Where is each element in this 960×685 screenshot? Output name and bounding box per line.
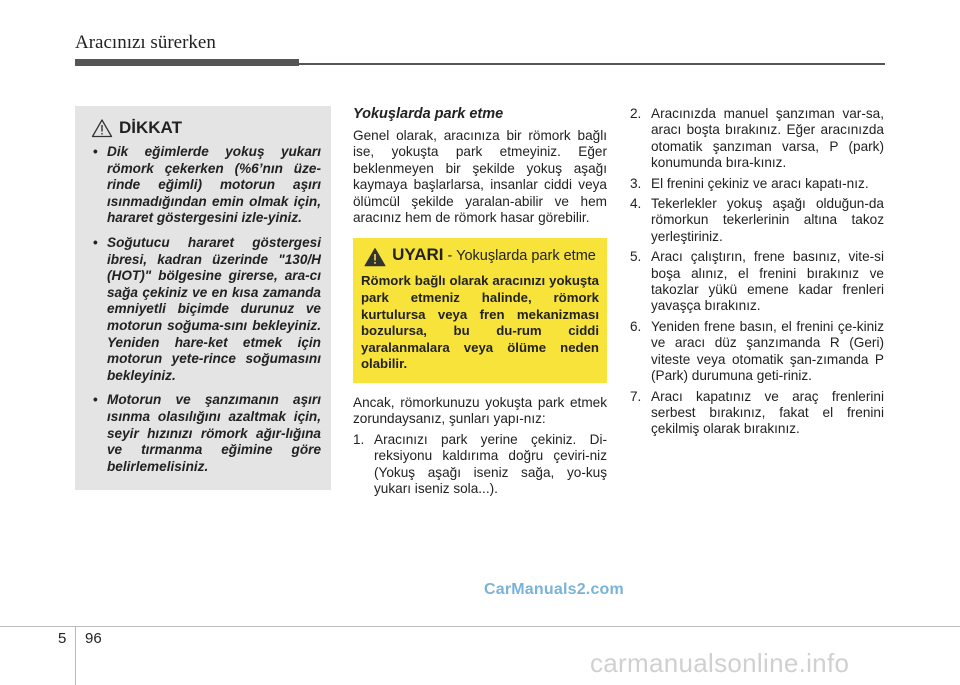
step-text: Aracınızı park yerine çekiniz. Di-reksiyonu kaldırıma doğru çeviri-niz (Yokuş aşağı iseniz sağa, yo-kuş yukarı iseniz sola...). bbox=[374, 431, 607, 497]
caution-header bbox=[91, 118, 321, 138]
warning-label: UYARI bbox=[392, 245, 444, 265]
caution-item: • Motorun ve şanzımanın aşırı ısınma olasılığını azaltmak için, seyir hızınızı römork ağır-lığına ve tırmanma eğimine göre belirlemelisiniz. bbox=[87, 392, 321, 475]
section-heading: Yokuşlarda park etme bbox=[353, 106, 504, 122]
step-item bbox=[630, 106, 884, 172]
warning-box bbox=[353, 238, 607, 383]
caution-list bbox=[87, 144, 321, 475]
warning-triangle-icon bbox=[91, 118, 113, 138]
footer-divider bbox=[0, 626, 960, 627]
header-bar-thin bbox=[299, 63, 885, 65]
warning-text: Römork bağlı olarak aracınızı yokuşta park etmeniz halinde, römork kurtulursa veya fren mekanizması bozulursa, bu du-rum ciddi yaralanmalara veya ölüme neden olabilir. bbox=[361, 273, 599, 372]
step-item bbox=[630, 249, 884, 315]
caution-item: • Dik eğimlerde yokuş yukarı römork çekerken (%6’nın üze-rinde eğimli) motorun aşırı ısınmadığından emin olmak için, hararet göstergesini izle-yiniz. bbox=[87, 144, 321, 227]
step-number: 1. bbox=[353, 431, 365, 447]
caution-item: • Soğutucu hararet göstergesi ibresi, kadran üzerinde "130/H (HOT)" bölgesine girerse, ara-cı sağa çekiniz ve en kısa zamanda emniyetli biçimde durunuz ve motorun soğuma-sını bekleyiniz. Yeniden hare-ket etmek için motorun yete-rince soğumasını bekleyiniz. bbox=[87, 235, 321, 384]
middle-column bbox=[353, 106, 607, 501]
step-number: 4. bbox=[630, 196, 642, 212]
step-text: Aracı kapatınız ve araç frenlerini serbest bırakınız, fakat el frenini çekilmiş olarak bırakınız. bbox=[651, 388, 884, 437]
step-number: 5. bbox=[630, 249, 642, 265]
step-text: Tekerlekler yokuş aşağı olduğun-da römorkun tekerlerinin altına takoz yerleştiriniz. bbox=[651, 196, 884, 244]
step-text: Yeniden frene basın, el frenini çe-kiniz ve aracı düz şanzımanda R (Geri) viteste veya otomatik şan-zımanda P (Park) durumuna geti-riniz. bbox=[651, 318, 884, 384]
page-header-title: Aracınızı sürerken bbox=[75, 32, 216, 53]
caution-box bbox=[75, 106, 331, 490]
brand-watermark: carmanualsonline.info bbox=[590, 648, 850, 678]
steps-list-left bbox=[353, 432, 607, 498]
warning-title bbox=[392, 246, 596, 265]
header-bar-thick bbox=[75, 59, 299, 66]
step-text: Aracı çalıştırın, frene basınız, vite-si boşa alınız, el frenini bırakınız ve takozlar yükü emene kadar frenleri yavaşça bırakınız. bbox=[651, 249, 884, 314]
section-intro: Genel olarak, aracınıza bir römork bağlı ise, yokuşta park etmeyiniz. Eğer beklenmeyen bir şekilde yokuş aşağı kaymaya başlarlarsa, insanlar ciddi veya ölümcül şekilde yaralan-abilir ve hem aracınız hem de römork hasar görebilir. bbox=[353, 128, 607, 226]
warning-header bbox=[361, 246, 599, 267]
section-after: Ancak, römorkunuzu yokuşta park etmek zorundaysanız, şunları yapı-nız: bbox=[353, 395, 607, 427]
warning-title-text: - Yokuşlarda park etme bbox=[443, 248, 596, 265]
right-column bbox=[630, 106, 884, 442]
step-item bbox=[630, 176, 884, 192]
step-number: 3. bbox=[630, 175, 642, 191]
step-number: 6. bbox=[630, 318, 642, 334]
step-item bbox=[630, 196, 884, 245]
step-number: 2. bbox=[630, 106, 642, 121]
watermark-link[interactable]: CarManuals2.com bbox=[484, 581, 624, 598]
step-item bbox=[630, 319, 884, 385]
page-number: 96 bbox=[85, 630, 102, 647]
step-item bbox=[353, 432, 607, 498]
warning-triangle-filled-icon bbox=[364, 247, 386, 267]
step-number: 7. bbox=[630, 388, 642, 404]
step-text: Aracınızda manuel şanzıman var-sa, aracı boşta bırakınız. Eğer aracınızda otomatik şanzıman varsa, P (park) konumunda bıra-kınız. bbox=[651, 106, 884, 171]
footer-vertical-divider bbox=[75, 626, 76, 685]
step-item bbox=[630, 389, 884, 438]
step-text: El frenini çekiniz ve aracı kapatı-nız. bbox=[651, 175, 869, 191]
chapter-number: 5 bbox=[58, 630, 67, 647]
caution-title: DİKKAT bbox=[119, 118, 182, 137]
steps-list-right bbox=[630, 106, 884, 438]
